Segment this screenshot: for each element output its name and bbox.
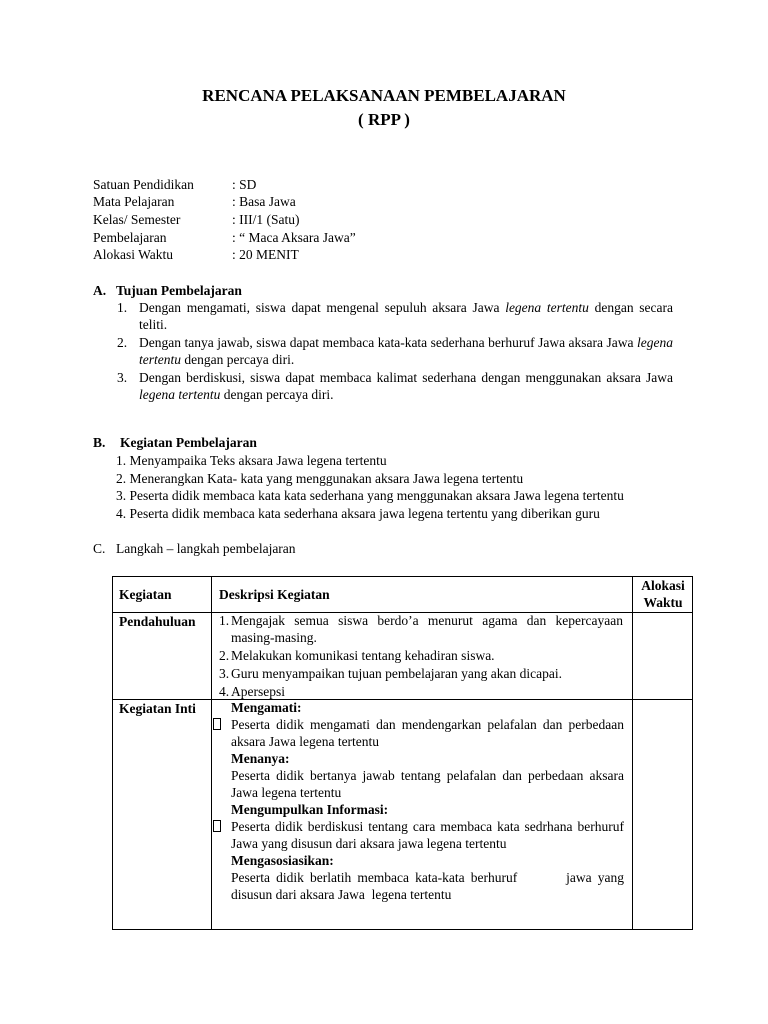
section-b-heading [93, 434, 257, 451]
block-heading: Mengasosiasikan: [231, 853, 334, 868]
identity-label: Pembelajaran [93, 230, 167, 245]
item-text: dengan percaya diri. [181, 352, 295, 367]
header-alokasi: Alokasi Waktu [641, 578, 685, 610]
identity-value: : “ Maca Aksara Jawa” [232, 230, 356, 245]
identity-value: : 20 MENIT [232, 247, 299, 262]
block-heading: Mengamati: [231, 700, 302, 715]
block-text [231, 818, 624, 852]
list-item [93, 369, 673, 403]
column-divider [632, 577, 633, 929]
block-heading: Menanya: [231, 751, 290, 766]
row-label-pendahuluan: Pendahuluan [119, 614, 196, 629]
item-text: Dengan tanya jawab, siswa dapat membaca kata-kata sederhana berhuruf Jawa aksara Jawa [139, 335, 637, 350]
item-text: Peserta didik berdiskusi tentang cara membaca kata sedrhana berhuruf Jawa yang disusun dari aksara jawa legena tertentu [231, 819, 624, 851]
list-number: 3. [117, 370, 128, 385]
identity-label: Mata Pelajaran [93, 194, 175, 209]
block-text [231, 716, 624, 750]
list-number: 3. [219, 666, 230, 681]
list-number: 1. [219, 613, 230, 628]
identity-label: Kelas/ Semester [93, 212, 181, 227]
identity-value: : SD [232, 177, 257, 192]
list-item: 4. Peserta didik membaca kata sederhana aksara jawa legena tertentu yang diberikan guru [116, 506, 600, 521]
item-text: Dengan mengamati, siswa dapat mengenal sepuluh aksara Jawa [139, 300, 506, 315]
list-number: 1. [117, 300, 128, 315]
section-title: Tujuan Pembelajaran [116, 283, 242, 298]
section-title: Kegiatan Pembelajaran [120, 435, 257, 450]
item-text: dengan percaya diri. [220, 387, 334, 402]
list-number: 4. [219, 684, 230, 699]
pendahuluan-list [219, 612, 623, 700]
section-a-heading [93, 282, 242, 299]
list-item [93, 299, 673, 333]
item-text: Guru menyampaikan tujuan pembelajaran yang akan dicapai. [231, 666, 562, 681]
column-divider [211, 577, 212, 929]
section-c-heading [93, 540, 296, 557]
item-text: Mengajak semua siswa berdo’a menurut agama dan kepercayaan masing-masing. [231, 613, 623, 645]
item-text: Melakukan komunikasi tentang kehadiran siswa. [231, 648, 495, 663]
section-title: Langkah – langkah pembelajaran [116, 541, 296, 556]
item-text: Peserta didik mengamati dan mendengarkan pelafalan dan perbedaan aksara Jawa legena tertentu [231, 717, 624, 749]
list-item: 2. Menerangkan Kata- kata yang menggunakan aksara Jawa legena tertentu [116, 471, 524, 486]
row-label-kegiatan-inti: Kegiatan Inti [119, 701, 196, 716]
identity-label: Satuan Pendidikan [93, 177, 194, 192]
list-item [93, 334, 673, 368]
list-item [219, 665, 623, 682]
list-item: 1. Menyampaika Teks aksara Jawa legena tertentu [116, 453, 387, 468]
block-text: Peserta didik bertanya jawab tentang pelafalan dan perbedaan aksara Jawa legena tertentu [231, 768, 624, 800]
section-letter: A. [93, 283, 107, 298]
item-emphasis: legena tertentu [505, 300, 589, 315]
section-a-list [93, 299, 673, 403]
list-item [219, 683, 623, 700]
block-heading: Mengumpulkan Informasi: [231, 802, 389, 817]
checkbox-icon [213, 718, 221, 730]
item-text: dengan secara teliti. [139, 300, 673, 332]
list-number: 2. [219, 648, 230, 663]
kegiatan-inti-content [231, 699, 628, 903]
list-number: 2. [117, 335, 128, 350]
list-item: 3. Peserta didik membaca kata kata sederhana yang menggunakan aksara Jawa legena tertentu [116, 488, 624, 503]
item-text: Apersepsi [231, 684, 285, 699]
list-item [219, 612, 623, 646]
identity-value: : Basa Jawa [232, 194, 296, 209]
item-text: Dengan berdiskusi, siswa dapat membaca kalimat sederhana dengan menggunakan aksara Jawa [139, 370, 673, 385]
header-kegiatan: Kegiatan [119, 587, 172, 602]
checkbox-icon [213, 820, 221, 832]
item-emphasis: legena tertentu [139, 335, 673, 367]
header-deskripsi: Deskripsi Kegiatan [219, 587, 330, 602]
block-text: Peserta didik berlatih membaca kata-kata berhuruf jawa yang disusun dari aksara Jawa legena tertentu [231, 870, 628, 902]
section-letter: C. [93, 541, 106, 556]
identity-value: : III/1 (Satu) [232, 212, 300, 227]
activity-table [112, 576, 693, 930]
document-title: RENCANA PELAKSANAAN PEMBELAJARAN [202, 86, 566, 105]
item-emphasis: legena tertentu [139, 387, 221, 402]
section-letter: B. [93, 435, 106, 450]
document-subtitle: ( RPP ) [358, 110, 410, 129]
list-item [219, 647, 623, 664]
identity-label: Alokasi Waktu [93, 247, 174, 262]
